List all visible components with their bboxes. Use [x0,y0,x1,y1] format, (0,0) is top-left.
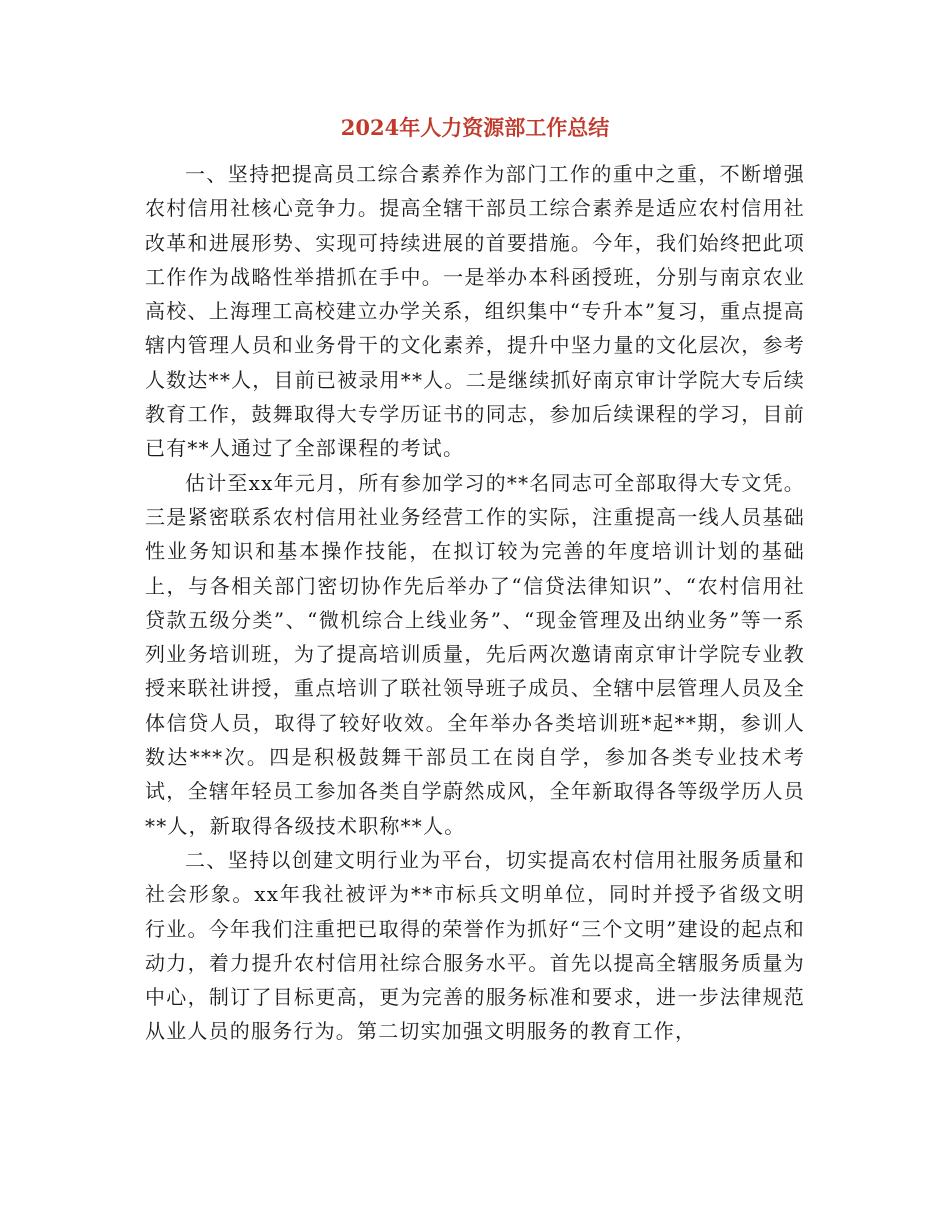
paragraph-3: 二、坚持以创建文明行业为平台，切实提高农村信用社服务质量和社会形象。xx年我社被评为**市标兵文明单位，同时并授予省级文明行业。今年我们注重把已取得的荣誉作为抓好“三个文明”建设的起点和动力，着力提升农村信用社综合服务水平。首先以提高全辖服务质量为中心，制订了目标更高，更为完善的服务标准和要求，进一步法律规范从业人员的服务行为。第二切实加强文明服务的教育工作， [145,847,805,1044]
document-body [145,157,805,1049]
paragraph-1: 一、坚持把提高员工综合素养作为部门工作的重中之重，不断增强农村信用社核心竞争力。提高全辖干部员工综合素养是适应农村信用社改革和进展形势、实现可持续进展的首要措施。今年，我们始终把此项工作作为战略性举措抓在手中。一是举办本科函授班，分别与南京农业高校、上海理工高校建立办学关系，组织集中“专升本”复习，重点提高辖内管理人员和业务骨干的文化素养，提升中坚力量的文化层次，参考人数达**人，目前已被录用**人。二是继续抓好南京审计学院大专后续教育工作，鼓舞取得大专学历证书的同志，参加后续课程的学习，目前已有**人通过了全部课程的考试。 [145,162,805,461]
paragraph-2: 估计至xx年元月，所有参加学习的**名同志可全部取得大专文凭。三是紧密联系农村信用社业务经营工作的实际，注重提高一线人员基础性业务知识和基本操作技能，在拟订较为完善的年度培训计划的基础上，与各相关部门密切协作先后举办了“信贷法律知识”、“农村信用社贷款五级分类”、“微机综合上线业务”、“现金管理及出纳业务”等一系列业务培训班，为了提高培训质量，先后两次邀请南京审计学院专业教授来联社讲授，重点培训了联社领导班子成员、全辖中层管理人员及全体信贷人员，取得了较好收效。全年举办各类培训班*起**期，参训人数达***次。四是积极鼓舞干部员工在岗自学，参加各类专业技术考试，全辖年轻员工参加各类自学蔚然成风，全年新取得各等级学历人员**人，新取得各级技术职称**人。 [145,470,805,838]
document-title: 2024年人力资源部工作总结 [340,115,610,140]
